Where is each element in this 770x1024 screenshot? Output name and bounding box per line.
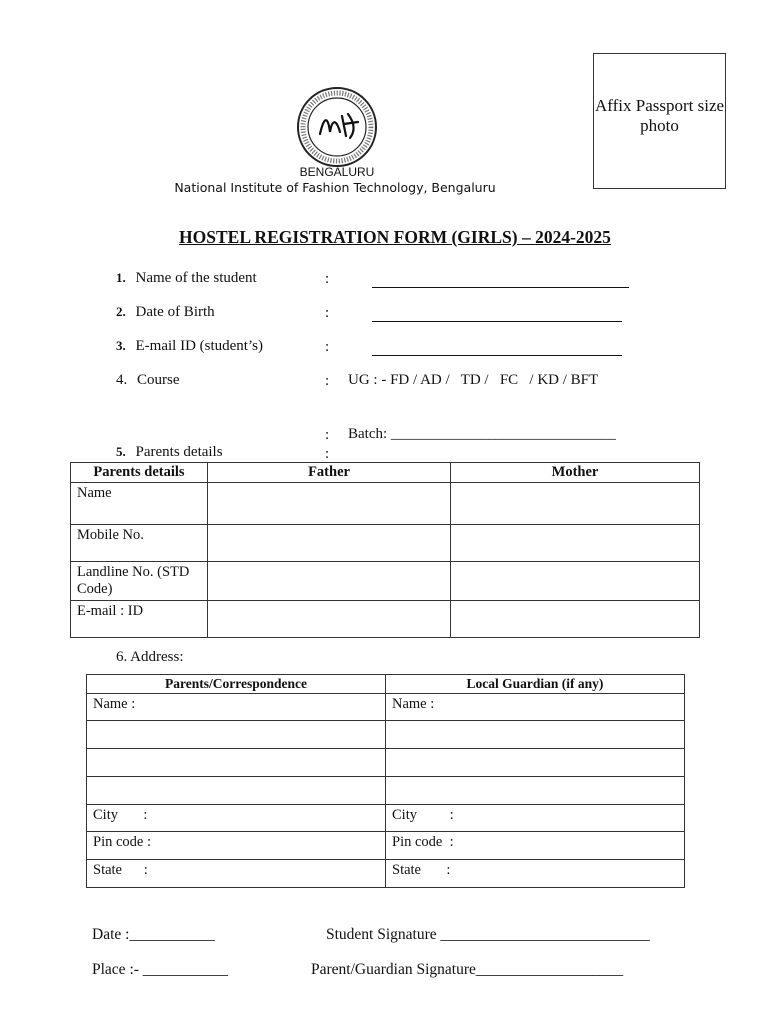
row-label: Landline No. (STD Code) [71,562,208,601]
parent-state-cell[interactable]: State : [87,860,386,888]
student-signature-field[interactable]: Student Signature ___________________________ [326,926,650,943]
parents-details-table [70,462,700,638]
email-blank[interactable] [372,355,622,356]
place-field[interactable]: Place :- ___________ [92,961,229,978]
field-label: Course [137,372,180,388]
parent-pincode-cell[interactable]: Pin code : [87,832,386,860]
table-row [71,483,700,525]
field-label: Date of Birth [135,304,215,320]
guardian-address-cell[interactable] [386,777,685,805]
table-row [87,694,685,721]
table-row [71,601,700,638]
field-email [116,338,263,355]
mother-landline-cell[interactable] [451,562,700,601]
field-number: 3. [116,338,126,353]
date-field[interactable]: Date :___________ [92,926,215,943]
guardian-address-cell[interactable]: Name : [386,694,685,721]
course-options[interactable]: UG : - FD / AD / TD / FC / KD / BFT [348,372,599,388]
table-row [87,805,685,832]
parent-address-cell[interactable] [87,749,386,777]
table-row [71,525,700,562]
table-row [87,777,685,805]
field-date-of-birth [116,304,215,321]
field-number: 4. [116,372,128,388]
table-header: Parents details [71,463,208,483]
table-header: Mother [451,463,700,483]
field-number: 5. [116,444,126,459]
row-label: E-mail : ID [71,601,208,638]
table-row [87,860,685,888]
field-label: Parents details [135,444,223,460]
dob-blank[interactable] [372,321,622,322]
photo-box-label: Affix Passport size photo [594,96,725,135]
field-number: 2. [116,304,126,319]
table-header: Parents/Correspondence [87,675,386,694]
table-row [87,832,685,860]
table-row [87,721,685,749]
guardian-state-cell[interactable]: State : [386,860,685,888]
field-colon: : [325,305,330,321]
guardian-city-cell[interactable]: City : [386,805,685,832]
parent-address-cell[interactable] [87,721,386,749]
field-colon: : [325,271,330,287]
field-number: 1. [116,270,126,285]
field-label: E-mail ID (student’s) [135,338,263,354]
guardian-address-cell[interactable] [386,721,685,749]
mother-mobile-cell[interactable] [451,525,700,562]
guardian-address-cell[interactable] [386,749,685,777]
table-header-row [71,463,700,483]
batch-field[interactable]: Batch: ______________________________ [348,426,616,442]
passport-photo-box [593,53,726,189]
field-colon: : [325,339,330,355]
table-header: Local Guardian (if any) [386,675,685,694]
row-label: Mobile No. [71,525,208,562]
field-name-of-student [116,270,257,287]
table-header: Father [208,463,451,483]
father-mobile-cell[interactable] [208,525,451,562]
row-label: Name [71,483,208,525]
parent-signature-field[interactable]: Parent/Guardian Signature___________________ [311,961,624,978]
mother-email-cell[interactable] [451,601,700,638]
field-label: Name of the student [135,270,257,286]
nift-logo [296,86,378,168]
parent-address-cell[interactable] [87,777,386,805]
batch-colon: : [325,427,330,443]
table-header-row [87,675,685,694]
institute-name: National Institute of Fashion Technology, Bengaluru [174,180,496,195]
field-parents-details [116,444,223,461]
parent-city-cell[interactable]: City : [87,805,386,832]
guardian-pincode-cell[interactable]: Pin code : [386,832,685,860]
form-title: HOSTEL REGISTRATION FORM (GIRLS) – 2024-2025 [179,227,611,247]
field-course [116,372,180,389]
student-name-blank[interactable] [372,287,629,288]
father-name-cell[interactable] [208,483,451,525]
father-email-cell[interactable] [208,601,451,638]
campus-label: BENGALURU [299,165,375,179]
field-colon: : [325,373,330,389]
field-colon: : [325,446,330,462]
address-label: 6. Address: [116,649,184,665]
table-row [71,562,700,601]
father-landline-cell[interactable] [208,562,451,601]
address-table [86,674,685,888]
parent-address-cell[interactable]: Name : [87,694,386,721]
table-row [87,749,685,777]
mother-name-cell[interactable] [451,483,700,525]
